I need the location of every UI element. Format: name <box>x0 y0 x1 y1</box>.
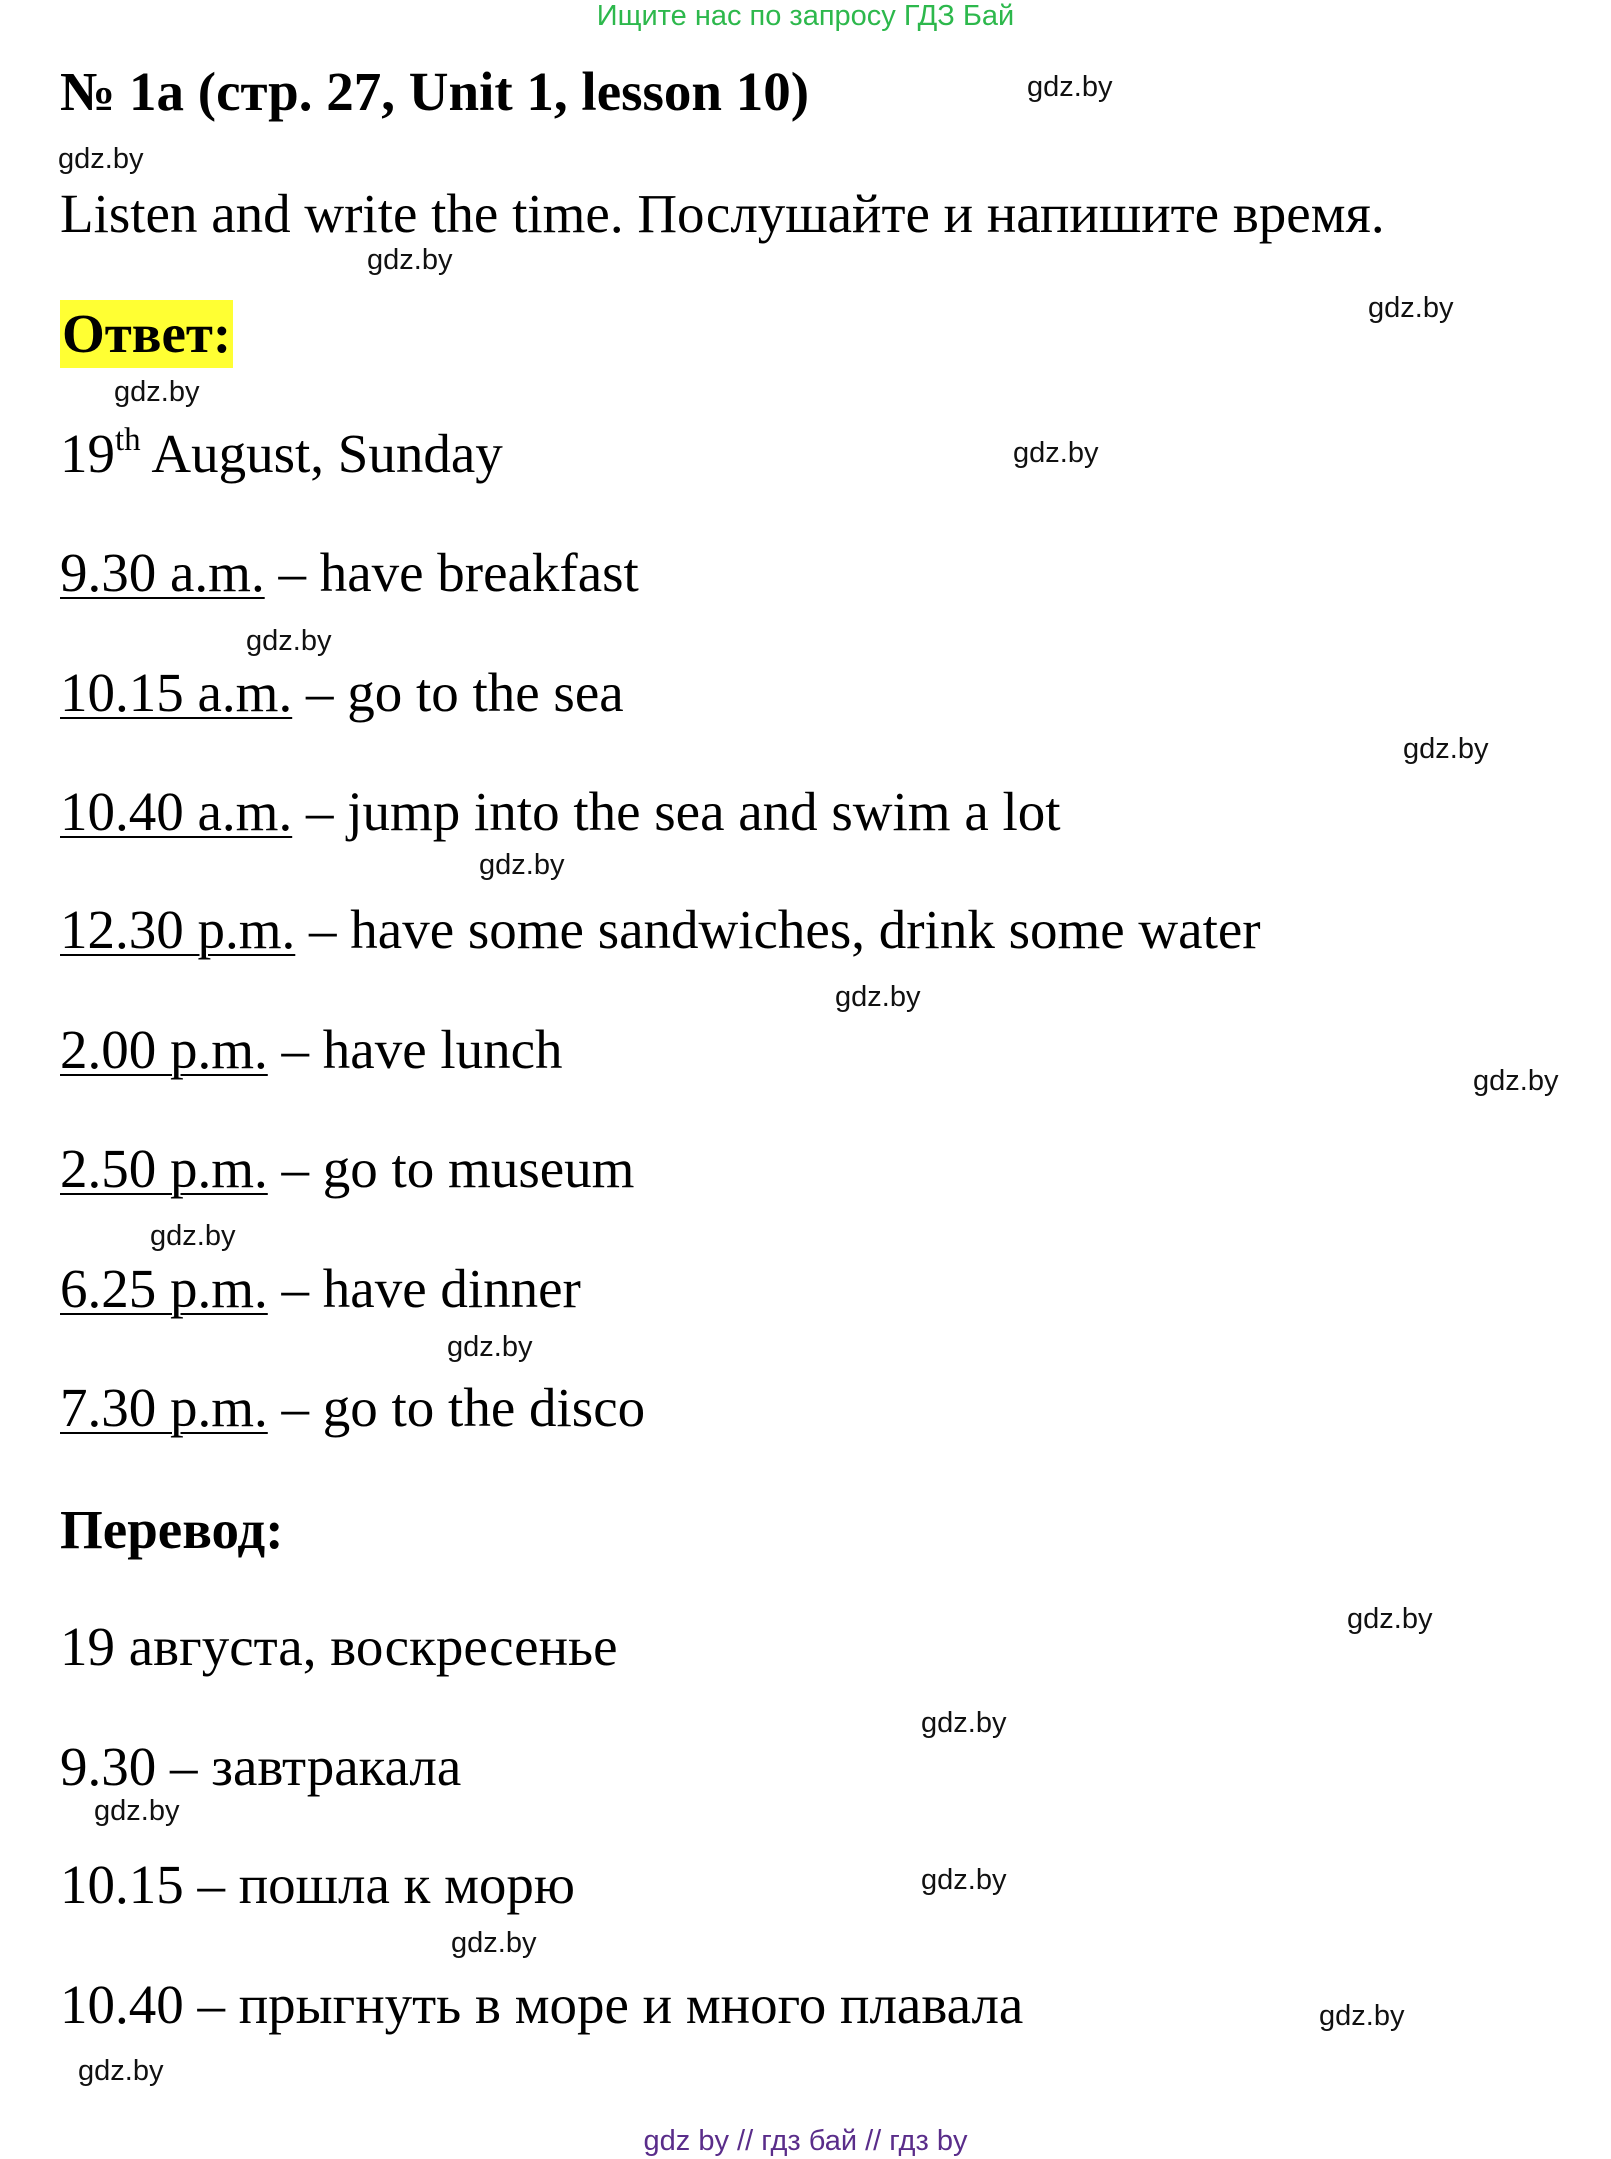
schedule-entry <box>60 1376 645 1439</box>
entry-time: 2.00 p.m. <box>60 1019 268 1080</box>
schedule-entry <box>60 1257 581 1320</box>
translation-line: 9.30 – завтракала <box>60 1736 462 1797</box>
date-rest: August, Sunday <box>140 423 503 484</box>
watermark: gdz.by <box>921 1707 1007 1739</box>
watermark: gdz.by <box>1027 71 1113 103</box>
schedule-entry <box>60 1018 563 1081</box>
watermark: gdz.by <box>94 1795 180 1827</box>
entry-text: – go to the disco <box>267 1377 646 1438</box>
translation-line: 19 августа, воскресенье <box>60 1616 618 1677</box>
answer-date <box>60 422 503 485</box>
schedule-entry <box>60 1137 634 1200</box>
entry-text: – have dinner <box>267 1258 581 1319</box>
schedule-entry <box>60 780 1061 843</box>
entry-time: 2.50 p.m. <box>60 1138 268 1199</box>
watermark: gdz.by <box>451 1927 537 1959</box>
watermark: gdz.by <box>447 1331 533 1363</box>
entry-time: 6.25 p.m. <box>60 1258 268 1319</box>
watermark: gdz.by <box>479 849 565 881</box>
top-banner[interactable]: Ищите нас по запросу ГДЗ Бай <box>596 0 1015 32</box>
watermark: gdz.by <box>921 1864 1007 1896</box>
schedule-entry <box>60 898 1261 961</box>
watermark: gdz.by <box>1403 733 1489 765</box>
entry-text: – have some sandwiches, drink some water <box>295 899 1261 960</box>
footer-links[interactable]: gdz by // гдз бай // гдз by <box>643 2125 968 2157</box>
entry-text: – go to the sea <box>292 662 624 723</box>
translation-line: 10.15 – пошла к морю <box>60 1854 576 1915</box>
entry-time: 10.40 a.m. <box>60 781 293 842</box>
watermark: gdz.by <box>58 143 144 175</box>
watermark: gdz.by <box>835 981 921 1013</box>
translation-line: 10.40 – прыгнуть в море и много плавала <box>60 1974 1024 2035</box>
watermark: gdz.by <box>114 376 200 408</box>
entry-time: 12.30 p.m. <box>60 899 296 960</box>
date-suffix: th <box>115 422 141 458</box>
schedule-entry <box>60 541 639 604</box>
entry-time: 7.30 p.m. <box>60 1377 268 1438</box>
entry-text: – have lunch <box>267 1019 563 1080</box>
entry-text: – jump into the sea and swim a lot <box>292 781 1061 842</box>
watermark: gdz.by <box>1368 292 1454 324</box>
translation-label: Перевод: <box>60 1499 284 1560</box>
entry-time: 9.30 a.m. <box>60 542 265 603</box>
watermark: gdz.by <box>150 1220 236 1252</box>
watermark: gdz.by <box>1347 1603 1433 1635</box>
task-instruction: Listen and write the time. Послушайте и напишите время. <box>60 183 1385 244</box>
answer-label: Ответ: <box>60 300 233 368</box>
entry-time: 10.15 a.m. <box>60 662 293 723</box>
watermark: gdz.by <box>1319 2000 1405 2032</box>
schedule-entry <box>60 661 624 724</box>
watermark: gdz.by <box>1473 1065 1559 1097</box>
page-title: № 1а (стр. 27, Unit 1, lesson 10) <box>60 61 810 122</box>
entry-text: – go to museum <box>267 1138 635 1199</box>
watermark: gdz.by <box>1013 437 1099 469</box>
watermark: gdz.by <box>367 244 453 276</box>
date-day: 19 <box>60 423 115 484</box>
entry-text: – have breakfast <box>264 542 639 603</box>
watermark: gdz.by <box>78 2055 164 2087</box>
watermark: gdz.by <box>246 625 332 657</box>
